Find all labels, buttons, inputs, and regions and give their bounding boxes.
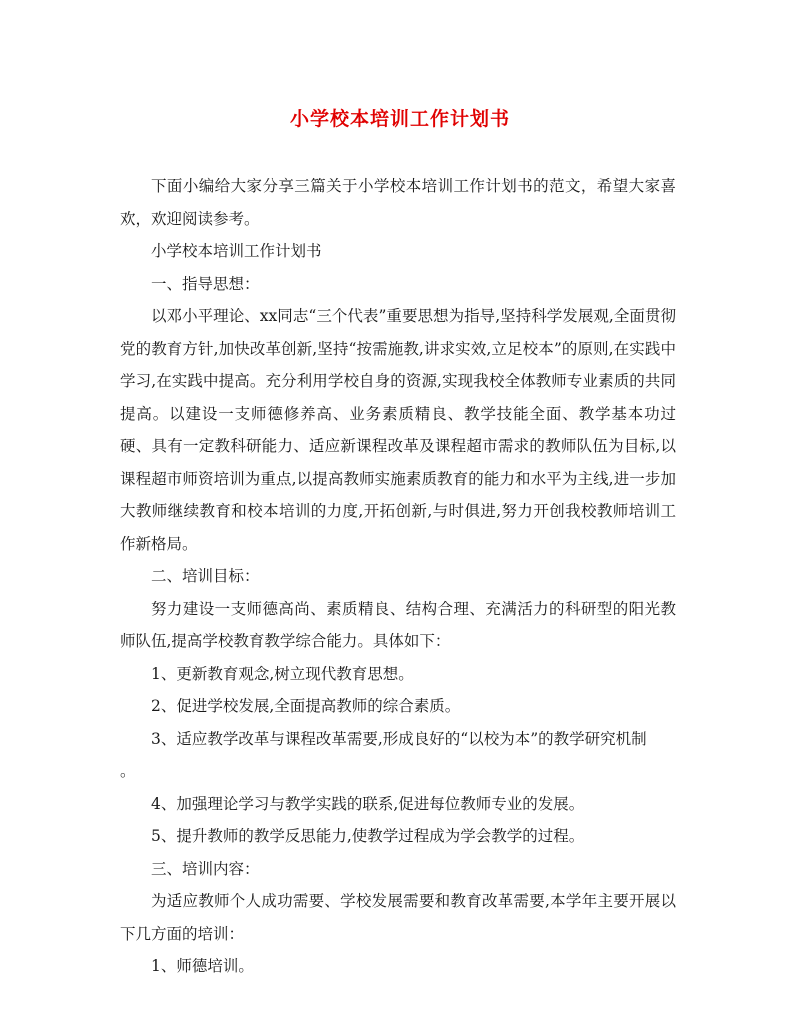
goal-item-3-period: 。 bbox=[120, 762, 136, 780]
intro-paragraph: 下面小编给大家分享三篇关于小学校本培训工作计划书的范文，希望大家喜欢，欢迎阅读参考。 bbox=[120, 177, 676, 228]
document-body bbox=[120, 170, 676, 983]
training-goals-paragraph: 努力建设一支师德高尚、素质精良、结构合理、充满活力的科研型的阳光教师队伍,提高学校教育教学综合能力。具体如下： bbox=[120, 599, 676, 650]
section-heading-training-content: 三、培训内容： bbox=[151, 859, 260, 878]
section-heading-training-goals: 二、培训目标： bbox=[151, 567, 260, 585]
goal-item-4: 4、加强理论学习与教学实践的联系,促进每位教师专业的发展。 bbox=[151, 794, 585, 813]
guiding-ideology-paragraph: 以邓小平理论、xx同志“三个代表”重要思想为指导,坚持科学发展观,全面贯彻党的教育方针,加快改革创新,坚持“按需施教,讲求实效,立足校本”的原则,在实践中学习,在实践中提高。充分利用学校自身的资源,实现我校全体教师专业素质的共同提高。以建设一支师德修养高、业务素质精良、教学技能全面、教学基本功过硬、具有一定教科研能力、适应新课程改革及课程超市需求的教师队伍为目标,以课程超市师资培训为重点,以提高教师实施素质教育的能力和水平为主线,进一步加大教师继续教育和校本培训的力度,开拓创新,与时俱进,努力开创我校教师培训工作新格局。 bbox=[120, 307, 676, 553]
goal-item-1: 1、更新教育观念,树立现代教育思想。 bbox=[151, 664, 414, 683]
subtitle-paragraph: 小学校本培训工作计划书 bbox=[151, 242, 322, 260]
goal-item-3: 3、适应教学改革与课程改革需要,形成良好的“以校为本”的教学研究机制 bbox=[151, 729, 647, 748]
training-content-paragraph: 为适应教师个人成功需要、学校发展需要和教育改革需要,本学年主要开展以下几方面的培训： bbox=[120, 892, 676, 943]
document-title: 小学校本培训工作计划书 bbox=[289, 108, 510, 130]
goal-item-5: 5、提升教师的教学反思能力,使教学过程成为学会教学的过程。 bbox=[151, 827, 585, 845]
goal-item-2: 2、促进学校发展,全面提高教师的综合素质。 bbox=[151, 697, 461, 715]
section-heading-guiding-ideology: 一、指导思想： bbox=[151, 274, 260, 293]
content-item-1: 1、师德培训。 bbox=[151, 957, 254, 975]
